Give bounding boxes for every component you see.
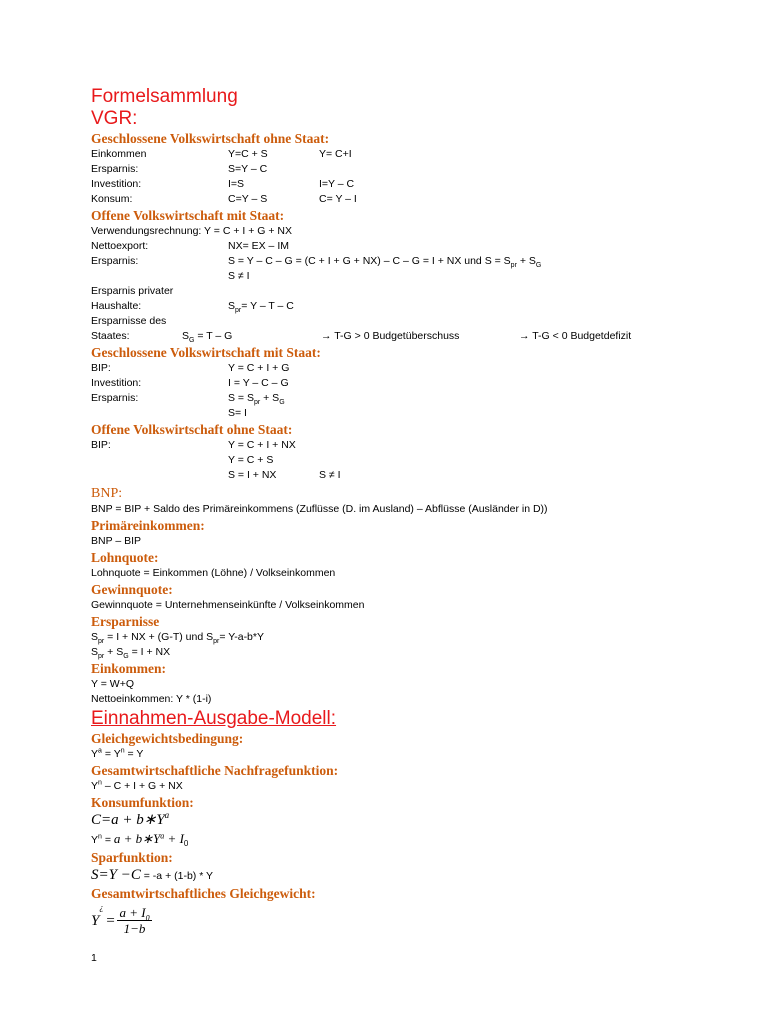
heading-bnp: BNP:	[91, 486, 123, 501]
sf-formula: S=Y −C = -a + (1-b) * Y	[91, 867, 214, 883]
heading-nachfragefunktion: Gesamtwirtschaftliche Nachfragefunktion:	[91, 763, 339, 778]
kf-formula-2: $Y^n = a$ + $b∗Y^a + I_0$	[91, 831, 189, 849]
formula-row: Nettoexport: NX= EX – IM	[91, 240, 289, 252]
formula-row: Investition: I = Y – C – G	[91, 377, 289, 389]
section-heading-eam: Einnahmen-Ausgabe-Modell:	[91, 708, 337, 729]
heading-ersparnisse: Ersparnisse	[91, 614, 160, 629]
gwg-formula: Y ¿ = $\frac{a + I_0}{1-b}$	[91, 903, 150, 936]
subheading-open-no-state: Offene Volkswirtschaft ohne Staat:	[91, 422, 293, 437]
page-number: 1	[91, 952, 97, 964]
formula-row: S = I + NX S ≠ I	[228, 469, 341, 481]
ersparnisse-formula-2: $S_{pr} + S_G = I$ + NX	[91, 646, 171, 661]
subheading-closed-state: Geschlossene Volkswirtschaft mit Staat:	[91, 345, 321, 360]
formula-row: Ersparnis: $S = S_{pr} + S_G$	[91, 392, 285, 407]
formula-row: Y = C + S	[228, 454, 274, 466]
heading-gleichgewicht: Gesamtwirtschaftliches Gleichgewicht:	[91, 886, 316, 901]
gewinnquote-formula: Gewinnquote = Unternehmenseinkünfte / Volkseinkommen	[91, 599, 365, 611]
formula-row: Haushalte: $S_{pr}= Y - T - C$	[91, 300, 294, 315]
formula-row: Staates: $S_G = T - G$ → T-G > 0 Budgetüberschuss → T-G < 0 Budgetdefizit	[91, 330, 632, 345]
primaer-formula: BNP – BIP	[91, 535, 141, 547]
bnp-formula: BNP = BIP + Saldo des Primäreinkommens (Zuflüsse (D. im Ausland) – Abflüsse (Ausländer in D))	[91, 503, 548, 515]
ersparnisse-formula-1: $S_{pr} = I$ + NX + (G-T) und $S_{pr}= Y-a-b*Y$	[91, 631, 264, 646]
einkommen-formula-2: Nettoeinkommen: Y * (1-i)	[91, 693, 212, 705]
heading-einkommen: Einkommen:	[91, 661, 167, 676]
verwendungsrechnung: Verwendungsrechnung: Y = C + I + G + NX	[91, 225, 292, 237]
formula-row: BIP: Y = C + I + G	[91, 362, 290, 374]
heading-lohnquote: Lohnquote:	[91, 550, 159, 565]
label-row: Ersparnisse des	[91, 315, 167, 327]
formula-row: Ersparnis: S=Y – C	[91, 163, 268, 175]
label-row: Ersparnis privater	[91, 285, 174, 297]
formula-row: S ≠ I	[228, 270, 250, 282]
lohnquote-formula: Lohnquote = Einkommen (Löhne) / Volkseinkommen	[91, 567, 336, 579]
formula-row: Investition: I=S I=Y – C	[91, 178, 355, 190]
nf-formula: $Y^n - C + I + G$ + NX	[91, 779, 183, 792]
formula-row: BIP: Y = C + I + NX	[91, 439, 296, 451]
subheading-closed-no-state: Geschlossene Volkswirtschaft ohne Staat:	[91, 131, 330, 146]
heading-sparfunktion: Sparfunktion:	[91, 850, 173, 865]
heading-gewinnquote: Gewinnquote:	[91, 582, 173, 597]
heading-primaereinkommen: Primäreinkommen:	[91, 518, 205, 533]
formula-row: Konsum: C=Y – S C= Y – I	[91, 193, 357, 205]
formula-row: S= I	[228, 407, 247, 419]
section-heading-vgr: VGR:	[91, 108, 138, 129]
document-page	[91, 86, 731, 940]
heading-gleichgewichtsbedingung: Gleichgewichtsbedingung:	[91, 731, 244, 746]
einkommen-formula-1: Y = W+Q	[91, 678, 134, 690]
formula-row: Einkommen Y=C + S Y= C+I	[91, 148, 352, 160]
heading-konsumfunktion: Konsumfunktion:	[91, 795, 194, 810]
gg-formula: $Y^a = Y^n = Y$	[91, 747, 144, 760]
document-title: Formelsammlung	[91, 86, 238, 107]
formula-row: Ersparnis: S = Y – C – G = (C + I + G + NX) – C – G = I + NX und $S = S_{pr} + S_G$	[91, 255, 542, 270]
kf-formula-1: $C=a + b∗Y^a$	[91, 810, 170, 828]
subheading-open-state: Offene Volkswirtschaft mit Staat:	[91, 208, 285, 223]
